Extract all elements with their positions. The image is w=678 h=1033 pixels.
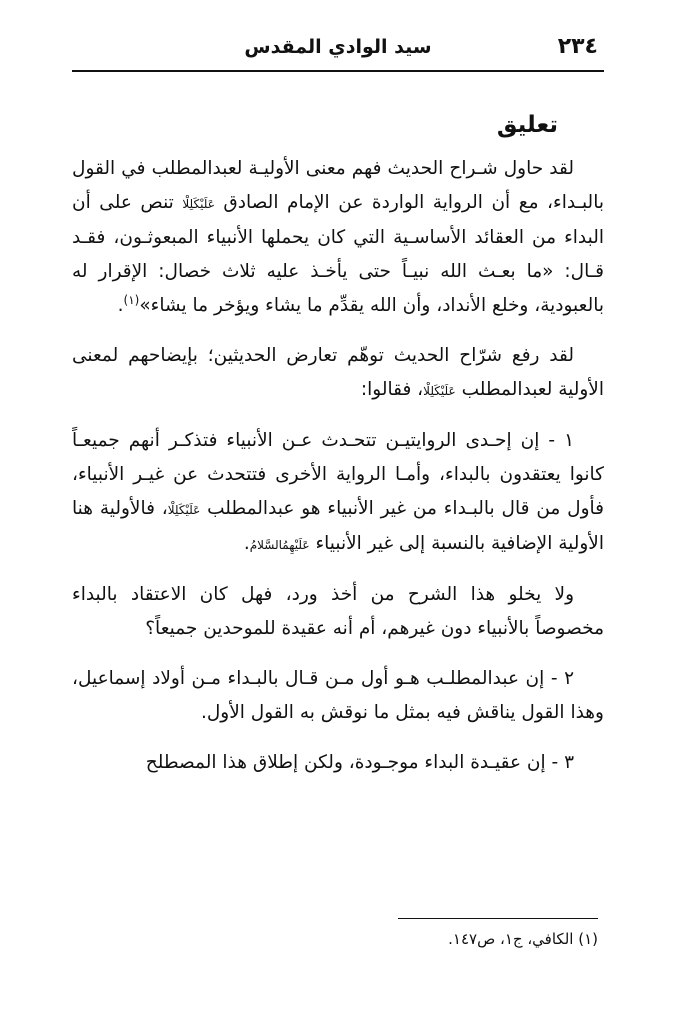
paragraph-2-end: ، فقالوا: bbox=[360, 379, 424, 400]
honorific-symbol: عَلَيْكَلِلْا bbox=[423, 384, 456, 398]
footnote-reference: (١) bbox=[123, 292, 140, 307]
paragraph-1 bbox=[72, 152, 604, 323]
paragraph-6: ٣ - إن عقيـدة البداء موجـودة، ولكن إطلاق هذا المصطلح bbox=[145, 752, 574, 773]
paragraph-1-text-2: تنص على أن البداء من العقائد الأساسـية التي كان يحملها الأنبياء المبعوثـون، فقـد قـال: «ما بعـث الله نبيـاً حتى يأخـذ عليه ثلاث خصال: الإقرار له بالعبودية، وخلع الأنداد، وأن الله يقدِّم ما يشاء ويؤخر ما يشاء» bbox=[72, 192, 604, 316]
paragraph-2-text: لقد رفع شرّاح الحديث توهّم تعارض الحديثين؛ بإيضاحهم لمعنى الأولية لعبدالمطلب bbox=[72, 345, 604, 400]
paragraph-3-text: ١ - إن إحـدى الروايتيـن تتحـدث عـن الأنبياء فتذكـر أنهم جميعـاً كانوا يعتقدون بالبداء، وأمـا الرواية الأخرى فتتحدث عن غيـر الأنبياء، فأول من قال بالبـداء من غير الأنبياء هو عبدالمطلب bbox=[72, 430, 605, 519]
paragraph-2 bbox=[72, 339, 604, 408]
book-title: سيد الوادي المقدس bbox=[244, 36, 432, 58]
honorific-symbol: عَلَيْكَلِلْا bbox=[182, 197, 215, 211]
paragraph-1-end: . bbox=[117, 295, 124, 316]
body-text bbox=[72, 152, 604, 796]
page-number: ٢٣٤ bbox=[557, 34, 598, 59]
paragraph-5: ٢ - إن عبدالمطلـب هـو أول مـن قـال بالبـداء مـن أولاد إسماعيل، وهذا القول يناقش فيه بمثل ما نوقش به القول الأول. bbox=[72, 668, 604, 723]
paragraph-3 bbox=[72, 424, 604, 562]
footnote-divider bbox=[398, 918, 598, 919]
paragraph-3-end: . bbox=[243, 533, 250, 554]
honorific-symbol-plural: عَلَيْهِمُالسَّلامُ bbox=[249, 538, 310, 552]
paragraph-1-text: لقد حاول شـراح الحديث فهم معنى الأوليـة لعبدالمطلب في القول بالبـداء، مع أن الرواية الواردة عن الإمام الصادق bbox=[72, 158, 604, 213]
footnote: (١) الكافي، ج١، ص١٤٧. bbox=[448, 930, 598, 948]
honorific-symbol: عَلَيْكَلِلْا bbox=[167, 503, 201, 517]
paragraph-4: ولا يخلو هذا الشرح من أخذ ورد، فهل كان الاعتقاد بالبداء مخصوصاً بالأنبياء دون غيرهم، أم أنه عقيدة للموحدين جميعاً؟ bbox=[72, 584, 604, 639]
paragraph-3-text-2: ، فالأولية هنا الأولية الإضافية بالنسبة إلى غير الأنبياء bbox=[72, 498, 604, 554]
page-header bbox=[72, 32, 604, 72]
section-heading: تعليق bbox=[496, 112, 558, 138]
